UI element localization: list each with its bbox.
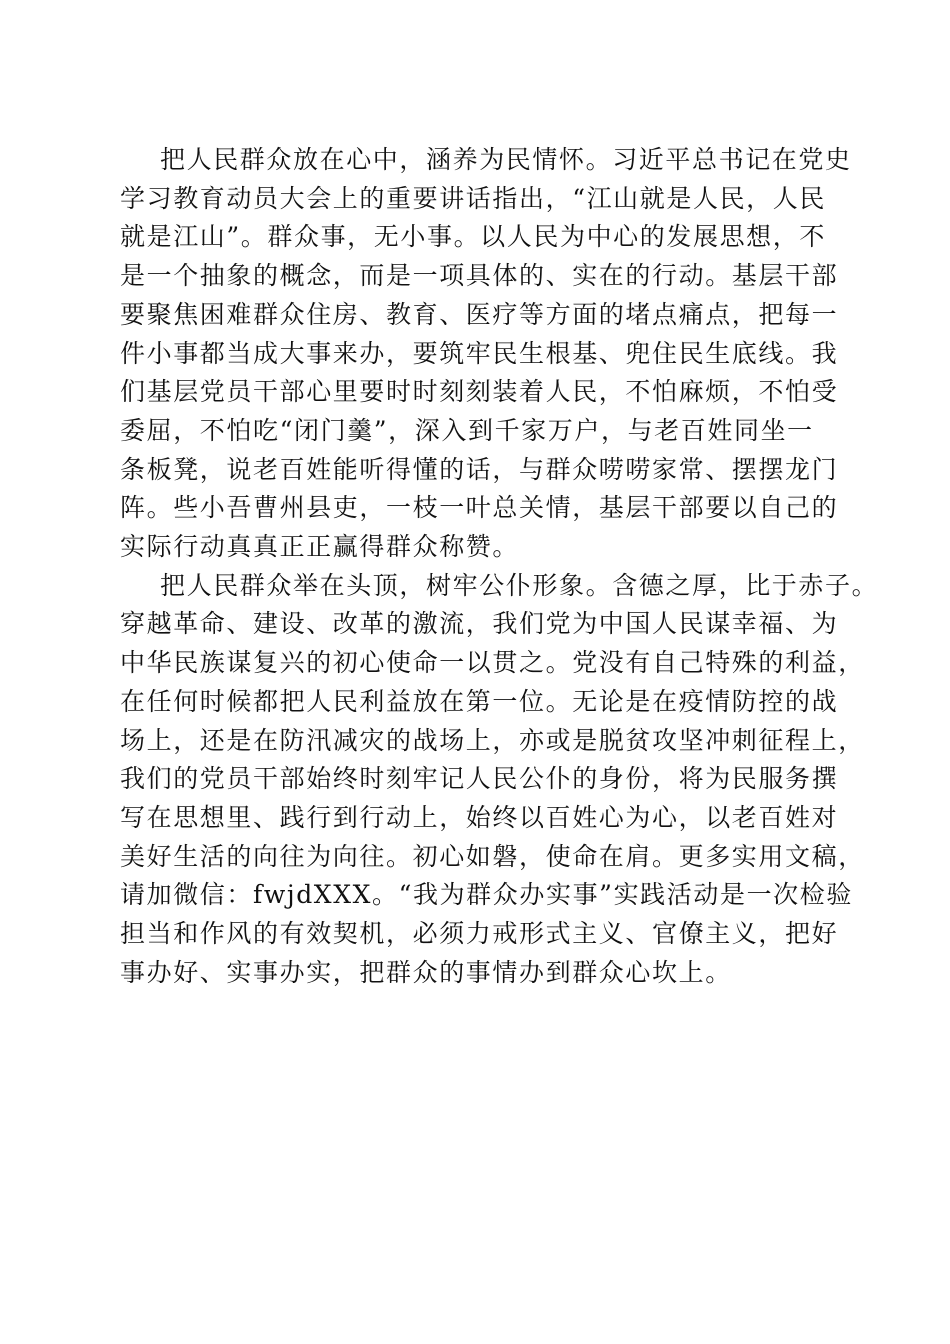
text-line: 实际行动真真正正赢得群众称赞。: [120, 532, 520, 562]
text-line: 场上，还是在防汛减灾的战场上，亦或是脱贫攻坚冲刺征程上，: [120, 725, 865, 755]
text-line: 穿越革命、建设、改革的激流，我们党为中国人民谋幸福、为: [120, 609, 839, 639]
text-line: 是一个抽象的概念，而是一项具体的、实在的行动。基层干部: [120, 261, 839, 291]
text-line: 中华民族谋复兴的初心使命一以贯之。党没有自己特殊的利益，: [120, 648, 865, 678]
text-line: 件小事都当成大事来办，要筑牢民生根基、兜住民生底线。我: [120, 338, 839, 368]
text-line: 们基层党员干部心里要时时刻刻装着人民，不怕麻烦，不怕受: [120, 377, 839, 407]
text-line: 要聚焦困难群众住房、教育、医疗等方面的堵点痛点，把每一: [120, 299, 839, 329]
text-line: 请加微信：fwjdXXX。“我为群众办实事”实践活动是一次检验: [120, 880, 853, 910]
text-line: 就是江山”。群众事，无小事。以人民为中心的发展思想，不: [120, 222, 826, 252]
text-line: 条板凳，说老百姓能听得懂的话，与群众唠唠家常、摆摆龙门: [120, 454, 839, 484]
text-line: 委屈，不怕吃“闭门羹”，深入到千家万户，与老百姓同坐一: [120, 415, 814, 445]
text-line: 事办好、实事办实，把群众的事情办到群众心坎上。: [120, 957, 732, 987]
paragraph-1: [120, 141, 852, 567]
text-line: 阵。些小吾曹州县吏，一枝一叶总关情，基层干部要以自己的: [120, 493, 839, 523]
document-body: [120, 141, 879, 992]
text-line: 我们的党员干部始终时刻牢记人民公仆的身份，将为民服务撰: [120, 764, 839, 794]
text-line: 担当和作风的有效契机，必须力戒形式主义、官僚主义，把好: [120, 919, 839, 949]
text-line: 把人民群众举在头顶，树牢公仆形象。含德之厚，比于赤子。: [160, 570, 879, 600]
text-line: 把人民群众放在心中，涵养为民情怀。习近平总书记在党史: [160, 145, 852, 174]
text-line: 美好生活的向往为向往。初心如磐，使命在肩。更多实用文稿，: [120, 841, 865, 871]
paragraph-2: [120, 567, 879, 993]
text-line: 学习教育动员大会上的重要讲话指出，“江山就是人民，人民: [120, 183, 826, 213]
text-line: 在任何时候都把人民利益放在第一位。无论是在疫情防控的战: [120, 686, 839, 716]
text-line: 写在思想里、践行到行动上，始终以百姓心为心，以老百姓对: [120, 802, 839, 832]
